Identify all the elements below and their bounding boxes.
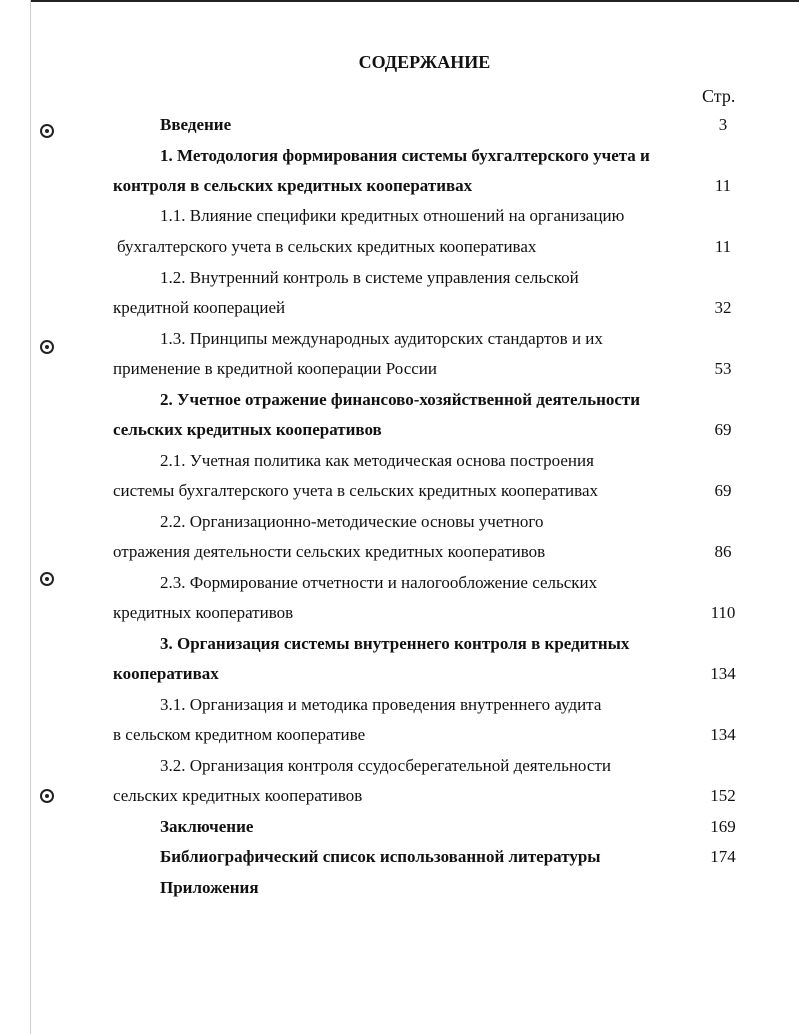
toc-entry-text: 2.3. Формирование отчетности и налогообложение сельских — [160, 573, 598, 592]
toc-entry-page: 11 — [714, 237, 732, 256]
toc-entry — [0, 144, 799, 168]
toc-entry — [0, 845, 799, 869]
toc-entry-page: 86 — [714, 542, 732, 561]
toc-entry — [0, 418, 799, 442]
toc-entry — [0, 235, 799, 259]
toc-entry-text: 3. Организация системы внутреннего контроля в кредитных — [160, 634, 630, 653]
toc-entry-page: 134 — [710, 725, 736, 744]
toc-entry — [0, 510, 799, 534]
toc-entry-page: 32 — [714, 298, 732, 317]
toc-entry — [0, 113, 799, 137]
toc-entry — [0, 174, 799, 198]
toc-entry-text: системы бухгалтерского учета в сельских кредитных кооперативах — [113, 481, 598, 500]
page-top-border — [30, 0, 799, 2]
toc-entry-text: 2. Учетное отражение финансово-хозяйственной деятельности — [160, 390, 641, 409]
toc-entry-page: 174 — [710, 847, 736, 866]
toc-entry — [0, 388, 799, 412]
toc-entry-text: 3.1. Организация и методика проведения внутреннего аудита — [160, 695, 602, 714]
toc-entry — [0, 357, 799, 381]
toc-entry-text: бухгалтерского учета в сельских кредитных кооперативах — [117, 237, 537, 256]
toc-entry — [0, 449, 799, 473]
toc-entry — [0, 327, 799, 351]
toc-entry-text: в сельском кредитном кооперативе — [113, 725, 366, 744]
toc-entry-text: кредитной кооперацией — [113, 298, 286, 317]
toc-entry-text: Библиографический список использованной литературы — [160, 847, 601, 866]
toc-entry — [0, 723, 799, 747]
toc-entry — [0, 204, 799, 228]
toc-entry-page: 69 — [714, 420, 732, 439]
toc-entry-text: сельских кредитных кооперативов — [113, 786, 363, 805]
toc-entry — [0, 662, 799, 686]
toc-entry — [0, 754, 799, 778]
toc-entry-page: 110 — [710, 603, 736, 622]
toc-entry-text: Заключение — [160, 817, 254, 836]
toc-entry — [0, 266, 799, 290]
toc-entry-text: 2.2. Организационно-методические основы учетного — [160, 512, 544, 531]
toc-entry-text: 1. Методология формирования системы бухгалтерского учета и — [160, 146, 650, 165]
toc-entry-text: 1.3. Принципы международных аудиторских стандартов и их — [160, 329, 603, 348]
toc-entry — [0, 784, 799, 808]
toc-title: СОДЕРЖАНИЕ — [358, 52, 491, 72]
toc-title-container — [0, 52, 799, 73]
toc-entry-text: контроля в сельских кредитных кооперативах — [113, 176, 473, 195]
toc-entry-page: 53 — [714, 359, 732, 378]
toc-entry-text: 2.1. Учетная политика как методическая основа построения — [160, 451, 594, 470]
page-column-header: Стр. — [702, 86, 736, 106]
toc-entry-page: 169 — [710, 817, 736, 836]
toc-entry-text: сельских кредитных кооперативов — [113, 420, 382, 439]
toc-entry — [0, 601, 799, 625]
toc-entry — [0, 479, 799, 503]
toc-entry-page: 152 — [710, 786, 736, 805]
toc-entry-text: Приложения — [160, 878, 259, 897]
toc-entry-page: 11 — [714, 176, 732, 195]
toc-entry — [0, 632, 799, 656]
toc-entry-text: применение в кредитной кооперации России — [113, 359, 437, 378]
toc-entry-text: отражения деятельности сельских кредитных кооперативов — [113, 542, 546, 561]
toc-entry-page: 69 — [714, 481, 732, 500]
toc-entry-text: кредитных кооперативов — [113, 603, 294, 622]
toc-entry-text: 1.1. Влияние специфики кредитных отношений на организацию — [160, 206, 625, 225]
toc-entry — [0, 815, 799, 839]
toc-entry-text: 1.2. Внутренний контроль в системе управления сельской — [160, 268, 579, 287]
toc-entry — [0, 540, 799, 564]
toc-entry — [0, 876, 799, 900]
toc-entry — [0, 571, 799, 595]
toc-entry — [0, 296, 799, 320]
toc-entry — [0, 693, 799, 717]
toc-entry-text: 3.2. Организация контроля ссудосберегательной деятельности — [160, 756, 611, 775]
toc-entry-text: кооперативах — [113, 664, 219, 683]
toc-entry-text: Введение — [160, 115, 232, 134]
toc-entry-page: 3 — [718, 115, 728, 134]
toc-entry-page: 134 — [710, 664, 736, 683]
